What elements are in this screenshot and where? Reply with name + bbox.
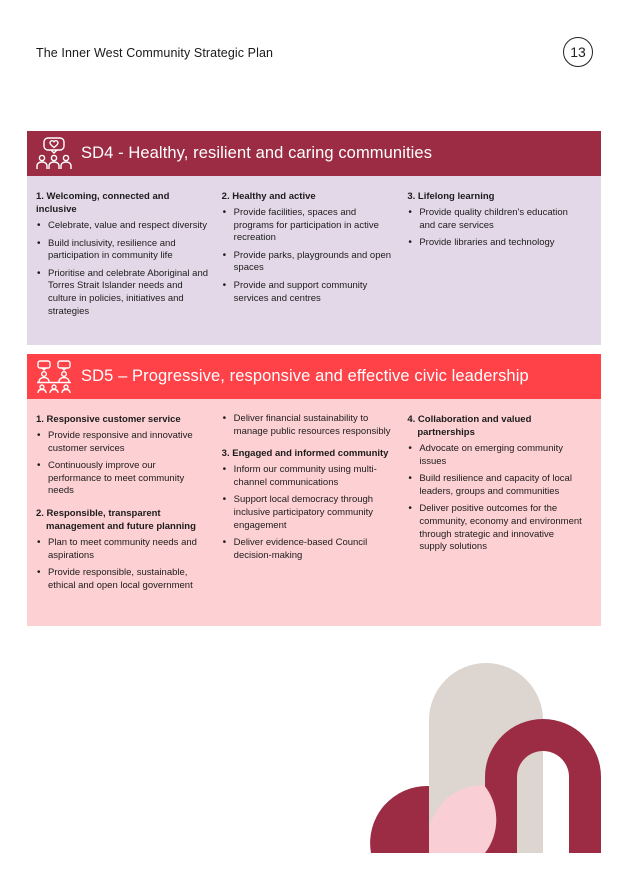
sd4-body bbox=[27, 176, 601, 345]
page-number: 13 bbox=[563, 37, 593, 67]
sd5-body bbox=[27, 399, 601, 626]
outcome-list bbox=[36, 537, 212, 592]
outcome-heading: 1. Welcoming, connected and inclusive bbox=[36, 191, 170, 215]
list-item: • Deliver positive outcomes for the community, economy and environment through strategic and innovative supply solutions bbox=[407, 503, 583, 553]
list-item: • Plan to meet community needs and aspirations bbox=[36, 537, 212, 562]
list-item: • Continuously improve our performance to meet community needs bbox=[36, 460, 212, 498]
list-item: • Advocate on emerging community issues bbox=[407, 443, 583, 468]
sd5-column bbox=[407, 413, 593, 616]
list-item: • Deliver evidence-based Council decision-making bbox=[222, 537, 398, 562]
sd5-column bbox=[36, 413, 222, 616]
outcome-heading: 2. Responsible, transparent management and future planning bbox=[36, 507, 196, 532]
sd5-section bbox=[27, 354, 601, 626]
list-item: • Provide quality children's education and care services bbox=[407, 207, 583, 232]
sd4-title: SD4 - Healthy, resilient and caring communities bbox=[81, 144, 433, 162]
outcome-heading: 3. Engaged and informed community bbox=[221, 448, 389, 460]
outcome-list bbox=[222, 464, 398, 562]
list-item: • Provide responsible, sustainable, ethical and open local government bbox=[36, 567, 212, 592]
outcome-list bbox=[222, 207, 398, 305]
list-item: • Support local democracy through inclusive participatory community engagement bbox=[222, 494, 398, 532]
list-item: • Build resilience and capacity of local leaders, groups and communities bbox=[407, 473, 583, 498]
community-heart-icon bbox=[36, 136, 72, 172]
outcome-list bbox=[36, 220, 212, 318]
list-item: • Provide responsive and innovative customer services bbox=[36, 430, 212, 455]
sd4-header bbox=[27, 131, 601, 176]
outcome-list bbox=[407, 443, 583, 554]
outcome-heading: 4. Collaboration and valued partnerships bbox=[407, 414, 532, 438]
list-item: • Prioritise and celebrate Aboriginal and Torres Strait Islander needs and culture in policies, initiatives and strategies bbox=[36, 268, 212, 318]
list-item: • Provide and support community services and centres bbox=[222, 280, 398, 305]
sd4-column bbox=[36, 190, 222, 335]
sd4-section bbox=[27, 131, 601, 345]
sd5-column bbox=[222, 413, 408, 616]
list-item: • Inform our community using multi-channel communications bbox=[222, 464, 398, 489]
list-item: • Provide libraries and technology bbox=[407, 237, 583, 250]
document-title: The Inner West Community Strategic Plan bbox=[36, 46, 274, 60]
outcome-list bbox=[407, 207, 583, 250]
list-item: • Celebrate, value and respect diversity bbox=[36, 220, 212, 233]
sd4-column bbox=[407, 190, 593, 335]
list-item: • Build inclusivity, resilience and participation in community life bbox=[36, 238, 212, 263]
outcome-list bbox=[36, 430, 212, 498]
maroon-small-arch bbox=[370, 786, 429, 853]
sd5-title: SD5 – Progressive, responsive and effective civic leadership bbox=[81, 367, 529, 385]
outcome-list bbox=[222, 413, 398, 438]
outcome-heading: 2. Healthy and active bbox=[221, 191, 316, 202]
list-item: • Provide facilities, spaces and programs for participation in active recreation bbox=[222, 207, 398, 245]
outcome-heading: 1. Responsive customer service bbox=[36, 414, 181, 425]
list-item: • Deliver financial sustainability to manage public resources responsibly bbox=[222, 413, 398, 438]
decorative-arches bbox=[360, 650, 610, 855]
list-item: • Provide parks, playgrounds and open spaces bbox=[222, 250, 398, 275]
sd4-column bbox=[222, 190, 408, 335]
sd5-header bbox=[27, 354, 601, 399]
meeting-people-icon bbox=[36, 359, 72, 395]
outcome-heading: 3. Lifelong learning bbox=[407, 191, 495, 202]
